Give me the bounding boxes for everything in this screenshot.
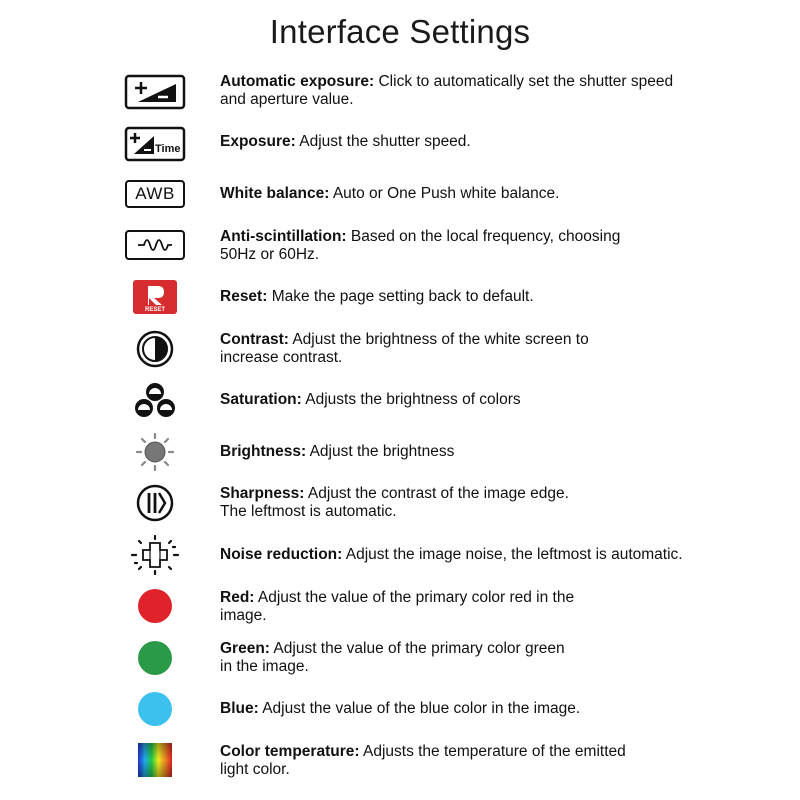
item-name: Red:: [220, 589, 255, 606]
reset-icon: [124, 277, 186, 317]
item-name: Saturation:: [220, 391, 302, 408]
exposure-time-label: Time: [155, 143, 181, 155]
item-text-line2: and aperture value.: [220, 91, 354, 108]
item-text: Adjust the value of the blue color in the image.: [262, 700, 581, 717]
item-name: Blue:: [220, 700, 259, 717]
page-title: Interface Settings: [269, 13, 531, 50]
awb-icon: [124, 174, 186, 214]
item-name: Noise reduction:: [220, 546, 343, 563]
blue-swatch: [138, 692, 172, 726]
saturation-icon: [124, 380, 186, 420]
item-text-line2: in the image.: [220, 658, 309, 675]
item-text: Adjust the value of the primary color green: [273, 640, 565, 657]
item-name: Reset:: [220, 288, 268, 305]
anti-scintillation-icon: [124, 225, 186, 265]
item-text: Adjusts the temperature of the emitted: [362, 743, 626, 760]
item-name: Exposure:: [220, 133, 296, 150]
item-text: Adjust the image noise, the leftmost is automatic.: [345, 546, 683, 563]
blue-icon: [124, 689, 186, 729]
item-text: Click to automatically set the shutter speed: [378, 73, 674, 90]
green-swatch: [138, 641, 172, 675]
item-text: Adjust the brightness: [309, 443, 455, 460]
red-icon: [124, 586, 186, 626]
item-text-line2: increase contrast.: [220, 349, 343, 366]
item-text: Auto or One Push white balance.: [332, 185, 560, 202]
item-text: Adjusts the brightness of colors: [305, 391, 521, 408]
green-icon: [124, 638, 186, 678]
item-text-line2: The leftmost is automatic.: [220, 503, 397, 520]
item-name: Brightness:: [220, 443, 307, 460]
item-text: Adjust the value of the primary color red in the: [257, 589, 575, 606]
item-name: Anti-scintillation:: [220, 228, 347, 245]
item-name: Contrast:: [220, 331, 289, 348]
item-text-line2: image.: [220, 607, 267, 624]
item-name: Green:: [220, 640, 270, 657]
awb-label: AWB: [125, 180, 185, 208]
noise-reduction-icon: [124, 535, 186, 575]
color-temperature-icon: [124, 740, 186, 780]
item-text: Adjust the shutter speed.: [299, 133, 471, 150]
item-name: Sharpness:: [220, 485, 305, 502]
brightness-icon: [124, 432, 186, 472]
automatic-exposure-icon: [124, 72, 186, 112]
item-text-line2: 50Hz or 60Hz.: [220, 246, 320, 263]
item-text: Based on the local frequency, choosing: [350, 228, 621, 245]
contrast-icon: [124, 329, 186, 369]
red-swatch: [138, 589, 172, 623]
item-text: Make the page setting back to default.: [271, 288, 534, 305]
reset-label: RESET: [144, 307, 166, 313]
item-name: White balance:: [220, 185, 330, 202]
exposure-time-icon: [124, 124, 186, 164]
item-name: Automatic exposure:: [220, 73, 375, 90]
item-text: Adjust the contrast of the image edge.: [307, 485, 569, 502]
item-text: Adjust the brightness of the white screen to: [292, 331, 589, 348]
item-name: Color temperature:: [220, 743, 360, 760]
sharpness-icon: [124, 483, 186, 523]
item-text-line2: light color.: [220, 761, 290, 778]
